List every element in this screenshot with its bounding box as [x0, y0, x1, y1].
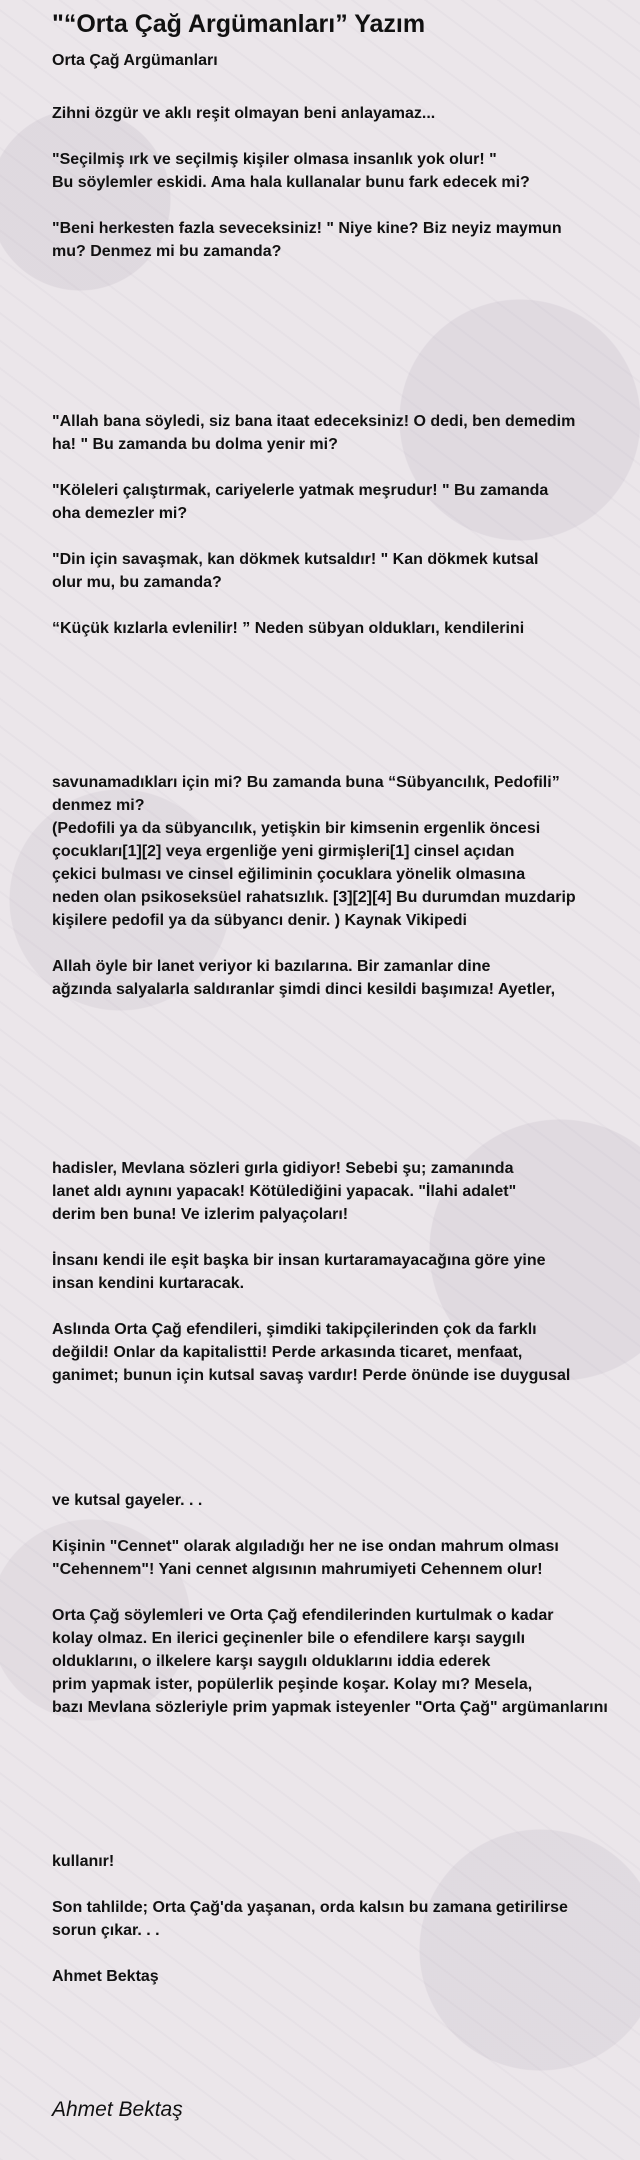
- poem-line: çekici bulması ve cinsel eğiliminin çocuklara yönelik olmasına: [52, 866, 526, 883]
- poem-line: değildi! Onlar da kapitalistti! Perde arkasında ticaret, menfaat,: [52, 1344, 523, 1361]
- poem-line: hadisler, Mevlana sözleri gırla gidiyor! Sebebi şu; zamanında: [52, 1160, 514, 1177]
- poem-line: "Cehennem"! Yani cennet algısının mahrumiyeti Cehennem olur!: [52, 1561, 543, 1578]
- poem-line: "Allah bana söyledi, siz bana itaat edeceksiniz! O dedi, ben demedim: [52, 413, 576, 430]
- poem-line: sorun çıkar. . .: [52, 1922, 160, 1939]
- poem-line: lanet aldı aynını yapacak! Kötülediğini yapacak. "İlahi adalet": [52, 1183, 517, 1200]
- poem-line: Allah öyle bir lanet veriyor ki bazılarına. Bir zamanlar dine: [52, 958, 491, 975]
- poem-line: "Seçilmiş ırk ve seçilmiş kişiler olmasa insanlık yok olur! ": [52, 151, 497, 168]
- poem-line: çocukları[1][2] veya ergenliğe yeni girmişleri[1] cinsel açıdan: [52, 843, 515, 860]
- poem-line: Orta Çağ söylemleri ve Orta Çağ efendilerinden kurtulmak o kadar: [52, 1607, 554, 1624]
- poem-title: "“Orta Çağ Argümanları” Yazım: [52, 10, 426, 38]
- poem-line: Son tahlilde; Orta Çağ'da yaşanan, orda kalsın bu zamana getirilirse: [52, 1899, 568, 1916]
- poem-line: "Din için savaşmak, kan dökmek kutsaldır! " Kan dökmek kutsal: [52, 551, 539, 568]
- stanza-break: [52, 1512, 632, 1535]
- poem-line: savunamadıkları için mi? Bu zamanda buna “Sübyancılık, Pedofili”: [52, 774, 560, 791]
- poem-line: oha demezler mi?: [52, 505, 188, 522]
- poem-line: bazı Mevlana sözleriyle prim yapmak isteyenler "Orta Çağ" argümanlarını: [52, 1699, 608, 1716]
- poem-line: olur mu, bu zamanda?: [52, 574, 222, 591]
- poem-stanza-group-3: [52, 771, 632, 1001]
- poem-line: ha! " Bu zamanda bu dolma yenir mi?: [52, 436, 338, 453]
- poem-line: ganimet; bunun için kutsal savaş vardır! Perde önünde ise duygusal: [52, 1367, 571, 1384]
- poem-line: Ahmet Bektaş: [52, 1968, 159, 1985]
- stanza-break: [52, 1942, 632, 1965]
- poem-line: neden olan psikoseksüel rahatsızlık. [3][2][4] Bu durumdan muzdarip: [52, 889, 576, 906]
- poem-line: denmez mi?: [52, 797, 145, 814]
- stanza-break: [52, 1581, 632, 1604]
- stanza-break: [52, 1873, 632, 1896]
- poem-line: derim ben buna! Ve izlerim palyaçoları!: [52, 1206, 349, 1223]
- poem-line: İnsanı kendi ile eşit başka bir insan kurtaramayacağına göre yine: [52, 1252, 546, 1269]
- poem-line: "Köleleri çalıştırmak, cariyelerle yatmak meşrudur! " Bu zamanda: [52, 482, 549, 499]
- author-signature: Ahmet Bektaş: [52, 2098, 183, 2121]
- poem-stanza-group-4: [52, 1157, 632, 1387]
- poem-line: Zihni özgür ve aklı reşit olmayan beni anlayamaz...: [52, 105, 436, 122]
- poem-line: “Küçük kızlarla evlenilir! ” Neden sübyan oldukları, kendilerini: [52, 620, 525, 637]
- poem-line: mu? Denmez mi bu zamanda?: [52, 243, 282, 260]
- stanza-break: [52, 194, 632, 217]
- poem-line: prim yapmak ister, popülerlik peşinde koşar. Kolay mı? Mesela,: [52, 1676, 533, 1693]
- poem-line: olduklarını, o ilkelere karşı saygılı olduklarını iddia ederek: [52, 1653, 491, 1670]
- poem-line: (Pedofili ya da sübyancılık, yetişkin bir kimsenin ergenlik öncesi: [52, 820, 541, 837]
- poem-stanza-group-6: [52, 1850, 632, 1988]
- poem-line: Kişinin "Cennet" olarak algıladığı her ne ise ondan mahrum olması: [52, 1538, 559, 1555]
- stanza-break: [52, 125, 632, 148]
- stanza-break: [52, 1226, 632, 1249]
- poem-stanza-group-1: [52, 102, 632, 263]
- poem-line: "Beni herkesten fazla seveceksiniz! " Niye kine? Biz neyiz maymun: [52, 220, 562, 237]
- stanza-break: [52, 594, 632, 617]
- poem-line: insan kendini kurtaracak.: [52, 1275, 245, 1292]
- poem-stanza-group-5: [52, 1489, 632, 1719]
- poem-line: ve kutsal gayeler. . .: [52, 1492, 203, 1509]
- stanza-break: [52, 525, 632, 548]
- poem-line: kolay olmaz. En ilerici geçinenler bile o efendilere karşı saygılı: [52, 1630, 526, 1647]
- stanza-break: [52, 932, 632, 955]
- poem-line: Aslında Orta Çağ efendileri, şimdiki takipçilerinden çok da farklı: [52, 1321, 537, 1338]
- poem-line: kullanır!: [52, 1853, 115, 1870]
- stanza-break: [52, 456, 632, 479]
- poem-line: Bu söylemler eskidi. Ama hala kullanalar bunu fark edecek mi?: [52, 174, 530, 191]
- poem-stanza-group-2: [52, 410, 632, 640]
- stanza-break: [52, 1295, 632, 1318]
- poem-line: ağzında salyalarla saldıranlar şimdi dinci kesildi başımıza! Ayetler,: [52, 981, 556, 998]
- poem-line: kişilere pedofil ya da sübyancı denir. ) Kaynak Vikipedi: [52, 912, 467, 929]
- poem-subtitle: Orta Çağ Argümanları: [52, 52, 218, 69]
